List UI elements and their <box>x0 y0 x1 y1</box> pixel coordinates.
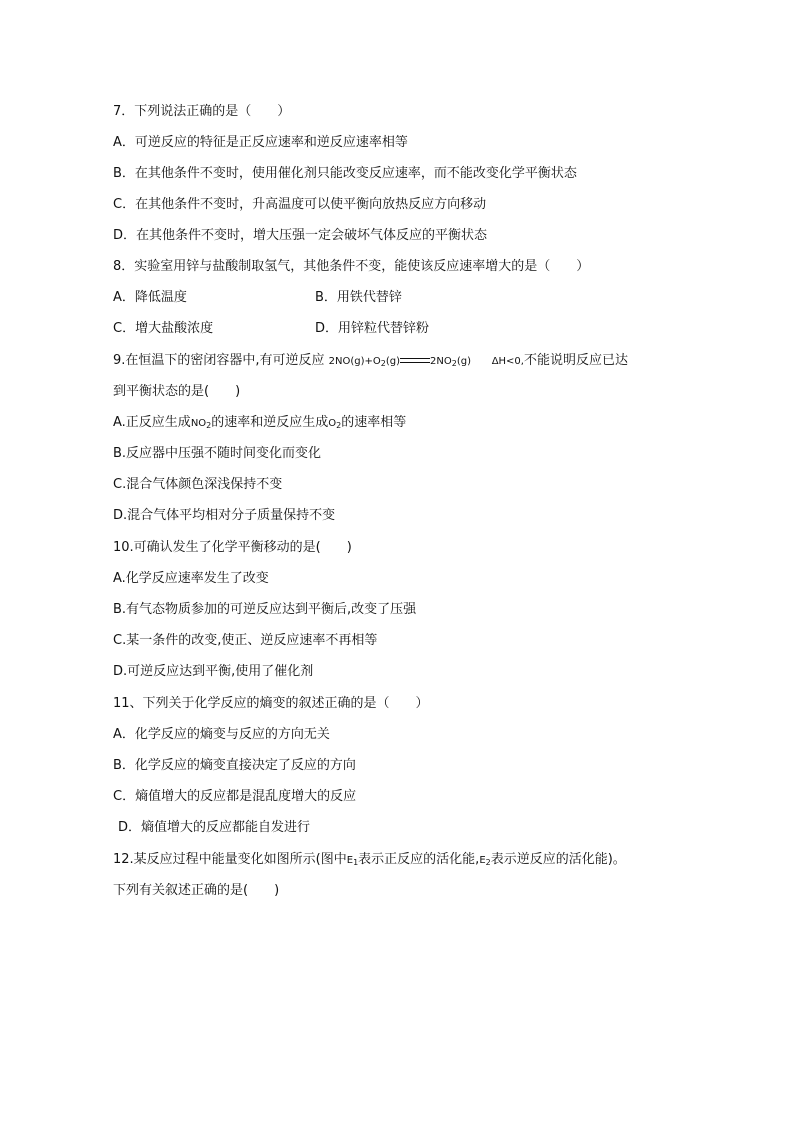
question-11-option-d: D．熵值增大的反应都能自发进行 <box>118 820 311 835</box>
question-7-option-a: A．可逆反应的特征是正反应速率和逆反应速率相等 <box>113 135 408 150</box>
question-10-option-a: A.化学反应速率发生了改变 <box>113 571 269 586</box>
formula-no2: $NO_2$ <box>190 418 212 430</box>
equation-products: $2NO_2(g)$ <box>430 356 472 368</box>
question-10-option-c: C.某一条件的改变,使正、逆反应速率不再相等 <box>113 633 378 648</box>
question-10-option-b: B.有气态物质参加的可逆反应达到平衡后,改变了压强 <box>113 602 417 617</box>
question-7-option-c: C．在其他条件不变时，升高温度可以使平衡向放热反应方向移动 <box>113 197 487 212</box>
question-8-option-a: A．降低温度 <box>113 290 187 305</box>
question-9-stem-tail: 不能说明反应已达 <box>523 353 628 368</box>
question-8-option-d: D．用锌粒代替锌粉 <box>315 321 430 336</box>
symbol-e1: $E_1$ <box>346 855 359 867</box>
question-9-stem <box>113 352 628 371</box>
question-9-stem-line2: 到平衡状态的是( ) <box>113 384 241 399</box>
question-9-option-c: C.混合气体颜色深浅保持不变 <box>113 477 283 492</box>
question-10-option-d: D.可逆反应达到平衡,使用了催化剂 <box>113 664 314 679</box>
question-10-stem: 10.可确认发生了化学平衡移动的是( ) <box>113 540 352 555</box>
enthalpy-change: ΔH<0, <box>491 356 524 367</box>
question-12-stem-line2: 下列有关叙述正确的是( ) <box>113 883 280 898</box>
equilibrium-arrow-icon <box>400 355 430 367</box>
question-12-stem: 12.某反应过程中能量变化如图所示(图中$E_1$表示正反应的活化能$,E_2$表示逆反应的活化能)。 <box>113 852 626 867</box>
formula-o2: $O_2$ <box>328 418 342 430</box>
question-9-option-a: A.正反应生成$NO_2$的速率和逆反应生成$O_2$的速率相等 <box>113 415 407 430</box>
question-8-option-b: B．用铁代替锌 <box>315 290 402 305</box>
equation-reactants: $2NO(g)+O_2(g)$ <box>328 356 401 368</box>
question-7-option-d: D．在其他条件不变时，增大压强一定会破坏气体反应的平衡状态 <box>113 228 488 243</box>
question-11-option-c: C．熵值增大的反应都是混乱度增大的反应 <box>113 789 357 804</box>
question-11-option-b: B．化学反应的熵变直接决定了反应的方向 <box>113 758 356 773</box>
question-9-option-d: D.混合气体平均相对分子质量保持不变 <box>113 508 336 523</box>
question-8-stem: 8．实验室用锌与盐酸制取氢气，其他条件不变，能使该反应速率增大的是（ ） <box>113 259 590 274</box>
question-9-stem-intro: 9.在恒温下的密闭容器中,有可逆反应 <box>113 353 329 368</box>
symbol-e2: $E_2$ <box>479 855 491 867</box>
question-11-stem: 11、下列关于化学反应的熵变的叙述正确的是（ ） <box>113 696 429 711</box>
question-7-stem: 7．下列说法正确的是（ ） <box>113 104 291 119</box>
question-11-option-a: A．化学反应的熵变与反应的方向无关 <box>113 727 330 742</box>
question-9-option-b: B.反应器中压强不随时间变化而变化 <box>113 446 322 461</box>
question-8-option-c: C．增大盐酸浓度 <box>113 321 214 336</box>
question-7-option-b: B．在其他条件不变时，使用催化剂只能改变反应速率，而不能改变化学平衡状态 <box>113 166 577 181</box>
